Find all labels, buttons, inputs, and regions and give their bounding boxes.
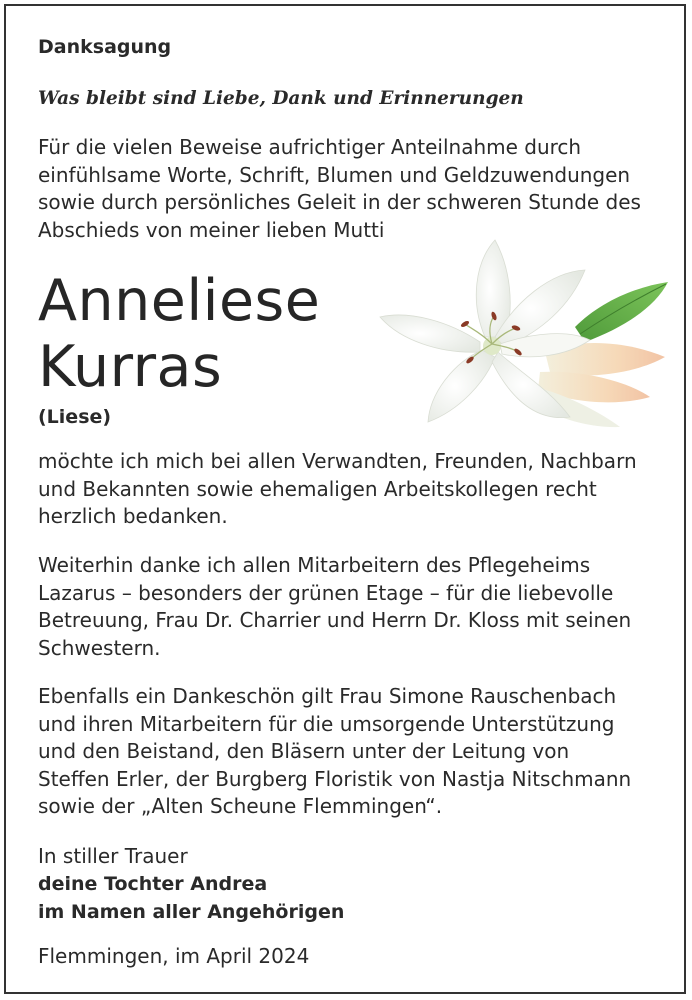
text-line: Schwestern.: [38, 635, 161, 660]
signature-line: im Namen aller Angehörigen: [38, 901, 345, 923]
signature-line: deine Tochter Andrea: [38, 873, 268, 895]
lily-flower-icon: [370, 232, 672, 432]
text-line: Ebenfalls ein Dankeschön gilt Frau Simone Rauschenbach: [38, 684, 617, 708]
text-line: Betreuung, Frau Dr. Charrier und Herrn Dr. Kloss mit seinen: [38, 608, 632, 632]
text-line: einfühlsame Worte, Schrift, Blumen und Geldzuwendungen: [38, 162, 631, 187]
subtitle: Was bleibt sind Liebe, Dank und Erinnerungen: [38, 88, 524, 109]
paragraph-intro: [38, 134, 641, 244]
signature: [38, 870, 344, 926]
text-line: Lazarus – besonders der grünen Etage – für die liebevolle: [38, 580, 614, 605]
text-line: möchte ich mich bei allen Verwandten, Freunden, Nachbarn: [38, 449, 637, 473]
text-line: sowie durch persönliches Geleit in der schweren Stunde des: [38, 190, 641, 214]
text-line: herzlich bedanken.: [38, 504, 228, 528]
nickname: (Liese): [38, 406, 112, 428]
last-name: Kurras: [38, 334, 223, 400]
paragraph-care-home: [38, 552, 631, 662]
first-name: Anneliese: [38, 268, 321, 334]
text-line: und Bekannten sowie ehemaligen Arbeitskollegen recht: [38, 476, 597, 501]
paragraph-thanks: [38, 448, 637, 531]
place-date: Flemmingen, im April 2024: [38, 944, 310, 968]
text-line: Steffen Erler, der Burgberg Floristik von Nastja Nitschmann: [38, 766, 632, 791]
text-line: Abschieds von meiner lieben Mutti: [38, 217, 385, 242]
heading: Danksagung: [38, 36, 172, 58]
text-line: Weiterhin danke ich allen Mitarbeitern des Pflegeheims: [38, 553, 591, 577]
paragraph-additional-thanks: [38, 683, 631, 821]
text-line: Für die vielen Beweise aufrichtiger Anteilnahme durch: [38, 135, 582, 159]
text-line: und den Beistand, den Bläsern unter der Leitung von: [38, 739, 570, 763]
text-line: sowie der „Alten Scheune Flemmingen“.: [38, 794, 443, 818]
mourning-line: In stiller Trauer: [38, 844, 188, 868]
text-line: und ihren Mitarbeitern für die umsorgende Unterstützung: [38, 711, 615, 736]
deceased-name: [38, 268, 320, 400]
